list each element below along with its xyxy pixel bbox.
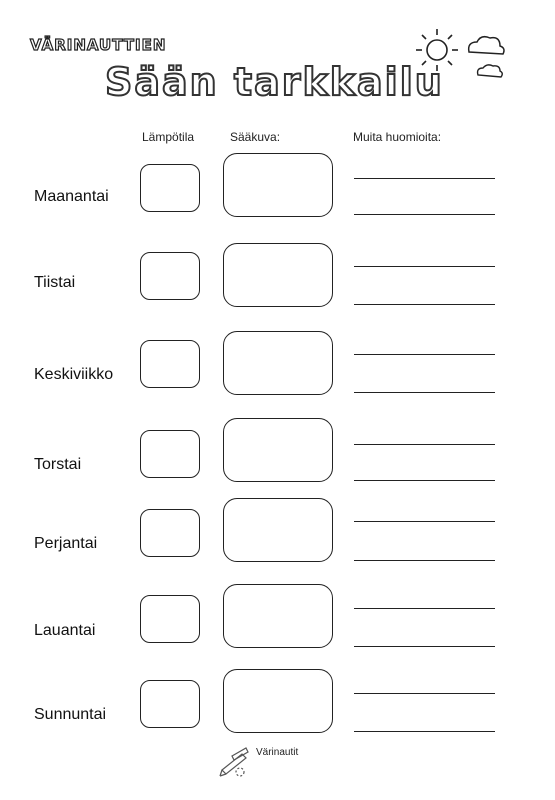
temperature-box[interactable] — [140, 430, 200, 478]
temperature-box[interactable] — [140, 595, 200, 643]
notes-line[interactable] — [354, 214, 495, 215]
temperature-box[interactable] — [140, 164, 200, 212]
temperature-box[interactable] — [140, 680, 200, 728]
weather-picture-box[interactable] — [223, 331, 333, 395]
notes-line[interactable] — [354, 731, 495, 732]
page-title: Sään tarkkailu — [105, 60, 444, 104]
brand-heading: VÄRINAUTTIEN — [30, 36, 167, 54]
day-label: Lauantai — [34, 622, 96, 639]
day-label: Sunnuntai — [34, 706, 107, 723]
weather-picture-box[interactable] — [223, 418, 333, 482]
notes-line[interactable] — [354, 521, 495, 522]
notes-line[interactable] — [354, 693, 495, 694]
notes-line[interactable] — [354, 646, 495, 647]
cloud-icon — [469, 37, 504, 54]
weather-picture-box[interactable] — [223, 243, 333, 307]
column-header-weather-picture: Sääkuva: — [230, 130, 281, 144]
sun-icon — [416, 29, 458, 71]
weather-illustration — [405, 22, 525, 84]
notes-line[interactable] — [354, 178, 495, 179]
notes-line[interactable] — [354, 560, 495, 561]
temperature-box[interactable] — [140, 509, 200, 557]
notes-line[interactable] — [354, 444, 495, 445]
weather-picture-box[interactable] — [223, 584, 333, 648]
notes-line[interactable] — [354, 266, 495, 267]
day-label: Maanantai — [34, 188, 109, 205]
notes-line[interactable] — [354, 354, 495, 355]
day-label: Perjantai — [34, 535, 98, 552]
day-label: Keskiviikko — [34, 366, 114, 383]
notes-line[interactable] — [354, 480, 495, 481]
temperature-box[interactable] — [140, 340, 200, 388]
pencil-icon — [220, 748, 248, 776]
day-label: Torstai — [34, 456, 82, 473]
weather-picture-box[interactable] — [223, 669, 333, 733]
weather-picture-box[interactable] — [223, 153, 333, 217]
notes-line[interactable] — [354, 304, 495, 305]
footer-brand: Värinautit — [256, 747, 299, 758]
temperature-box[interactable] — [140, 252, 200, 300]
small-cloud-icon — [478, 65, 503, 77]
weather-picture-box[interactable] — [223, 498, 333, 562]
day-label: Tiistai — [34, 274, 76, 291]
column-header-other-notes: Muita huomioita: — [353, 130, 442, 144]
column-header-temperature: Lämpötila — [142, 130, 195, 144]
notes-line[interactable] — [354, 608, 495, 609]
notes-line[interactable] — [354, 392, 495, 393]
